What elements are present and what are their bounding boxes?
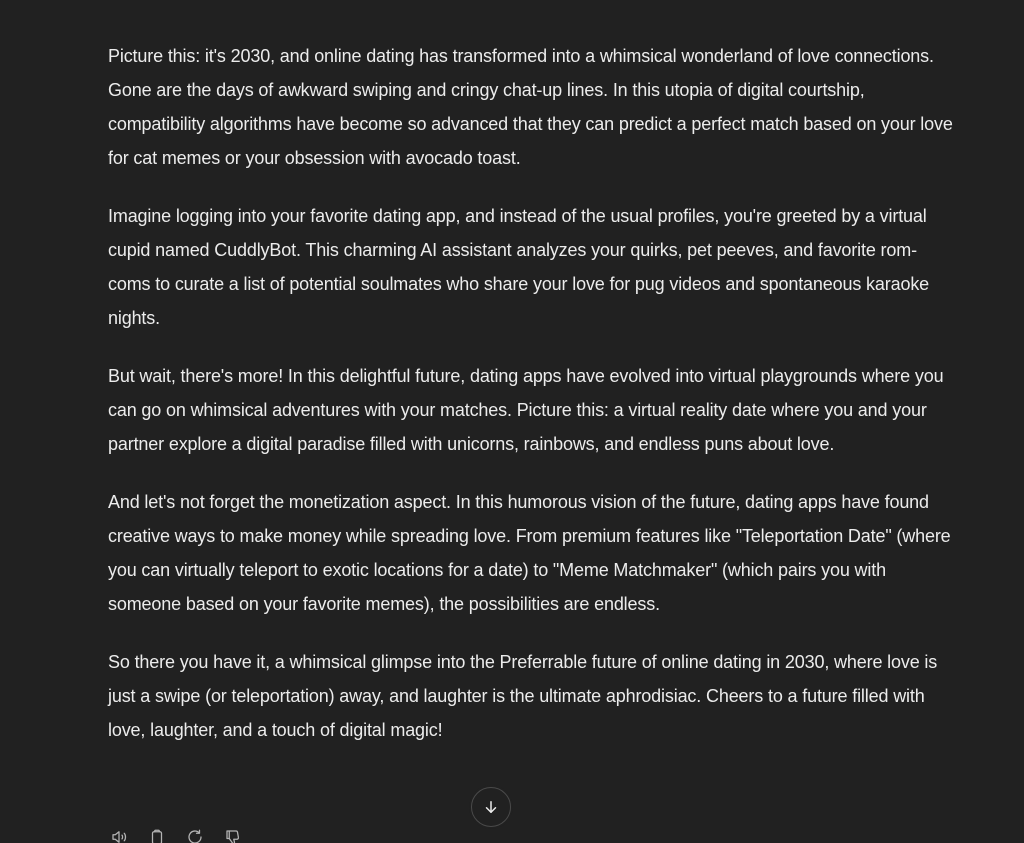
message-paragraph: So there you have it, a whimsical glimpse into the Preferrable future of online dating in 2030, where love is just a swipe (or teleportation) away, and laughter is the ultimate aphrodisiac. Cheers to a future filled with love, laughter, and a touch of digital magic!: [108, 652, 938, 740]
speaker-icon: [110, 828, 128, 843]
message-paragraph: But wait, there's more! In this delightful future, dating apps have evolved into virtual playgrounds where you can go on whimsical adventures with your matches. Picture this: a virtual reality date where you and your partner explore a digital paradise filled with unicorns, rainbows, and endless puns about love.: [108, 366, 944, 454]
thumbs-down-icon: [224, 828, 242, 843]
assistant-message: [108, 39, 954, 771]
message-paragraph: Imagine logging into your favorite dating app, and instead of the usual profiles, you're greeted by a virtual cupid named CuddlyBot. This charming AI assistant analyzes your quirks, pet peeves, and favorite rom-coms to curate a list of potential soulmates who share your love for pug videos and spontaneous karaoke nights.: [108, 206, 930, 328]
regenerate-icon: [186, 828, 204, 843]
arrow-down-icon: [482, 798, 500, 816]
copy-button[interactable]: [146, 826, 168, 843]
read-aloud-button[interactable]: [108, 826, 130, 843]
scroll-to-bottom-button[interactable]: [471, 787, 511, 827]
thumbs-down-button[interactable]: [222, 826, 244, 843]
regenerate-button[interactable]: [184, 826, 206, 843]
message-actions: [108, 826, 244, 843]
message-paragraph: And let's not forget the monetization aspect. In this humorous vision of the future, dating apps have found creative ways to make money while spreading love. From premium features like "Teleportation Date" (where you can virtually teleport to exotic locations for a date) to "Meme Matchmaker" (which pairs you with someone based on your favorite memes), the possibilities are endless.: [108, 492, 951, 614]
message-paragraph: Picture this: it's 2030, and online dating has transformed into a whimsical wonderland of love connections. Gone are the days of awkward swiping and cringy chat-up lines. In this utopia of digital courtship, compatibility algorithms have become so advanced that they can predict a perfect match based on your love for cat memes or your obsession with avocado toast.: [108, 46, 953, 168]
clipboard-icon: [148, 828, 166, 843]
